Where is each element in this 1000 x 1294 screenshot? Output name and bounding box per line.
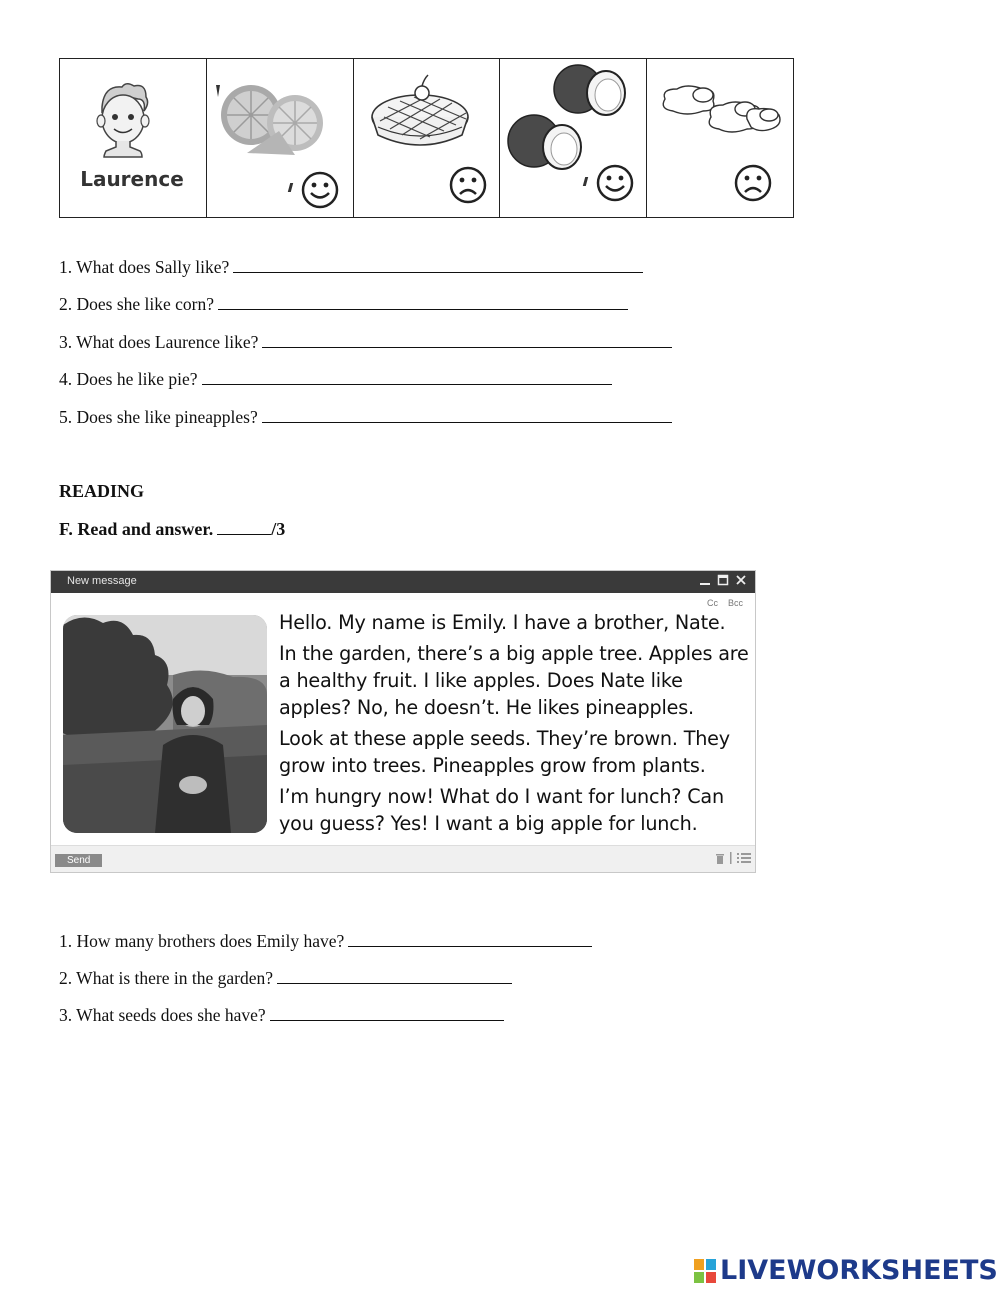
frowny-face-icon — [733, 163, 773, 203]
orchard-photo-icon — [63, 615, 267, 833]
footer-icons — [715, 852, 751, 864]
question-a-1: 1. What does Sally like? — [59, 256, 643, 278]
person-name-label: Laurence — [80, 167, 184, 191]
live-blocks-icon — [694, 1259, 716, 1283]
cell-eggs — [647, 59, 793, 217]
score-blank[interactable] — [217, 519, 271, 535]
close-icon[interactable] — [735, 573, 747, 587]
question-a-2: 2. Does she like corn? — [59, 293, 628, 315]
options-list-icon[interactable] — [737, 852, 751, 864]
answer-blank-a-4[interactable] — [202, 368, 612, 385]
task-title: F. Read and answer. /3 — [59, 519, 286, 539]
logo-text: LIVEWORKSHEETS — [720, 1255, 998, 1286]
email-body — [279, 609, 749, 841]
divider-icon — [730, 852, 732, 864]
boy-icon — [60, 59, 206, 217]
question-b-2: 2. What is there in the garden? — [59, 967, 512, 989]
minimize-icon[interactable] — [699, 573, 711, 587]
answer-blank-a-1[interactable] — [233, 256, 643, 273]
cell-oranges — [207, 59, 354, 217]
answer-blank-a-2[interactable] — [218, 293, 628, 310]
cc-link[interactable]: Cc — [706, 598, 718, 608]
bcc-link[interactable]: Bcc — [727, 598, 743, 608]
answer-blank-b-2[interactable] — [277, 967, 512, 984]
question-b-1: 1. How many brothers does Emily have? — [59, 930, 592, 952]
smiley-face-icon — [300, 170, 340, 210]
send-button[interactable]: Send — [55, 854, 102, 867]
answer-blank-b-1[interactable] — [348, 930, 592, 947]
trash-icon[interactable] — [715, 852, 725, 864]
answer-blank-a-3[interactable] — [262, 331, 672, 348]
section-title: READING — [59, 481, 145, 501]
cell-coconuts — [500, 59, 647, 217]
question-a-4: 4. Does he like pie? — [59, 368, 612, 390]
answer-blank-b-3[interactable] — [270, 1004, 504, 1021]
smiley-face-icon — [595, 163, 635, 203]
window-controls — [699, 573, 747, 587]
email-title-bar — [51, 571, 755, 593]
email-window-title: New message — [67, 575, 137, 587]
email-paragraph-4: I’m hungry now! What do I want for lunch? Can you guess? Yes! I want a big apple for lunch. — [279, 785, 724, 835]
cc-bcc-links — [707, 598, 743, 608]
question-a-3: 3. What does Laurence like? — [59, 331, 672, 353]
question-a-5: 5. Does she like pineapples? — [59, 406, 672, 428]
email-footer — [51, 845, 755, 872]
email-paragraph-1: Hello. My name is Emily. I have a brother, Nate. — [279, 611, 726, 634]
answer-blank-a-5[interactable] — [262, 406, 672, 423]
maximize-icon[interactable] — [717, 573, 729, 587]
email-paragraph-2: In the garden, there’s a big apple tree. Apples are a healthy fruit. I like apples. Does Nate like apples? No, he doesn’t. He likes pineapples. — [279, 642, 749, 719]
question-b-3: 3. What seeds does she have? — [59, 1004, 504, 1026]
email-window — [50, 570, 756, 873]
cell-person — [60, 59, 207, 217]
cell-pie — [354, 59, 501, 217]
email-paragraph-3: Look at these apple seeds. They’re brown. They grow into trees. Pineapples grow from plants. — [279, 727, 730, 777]
picture-table — [59, 58, 794, 218]
girl-in-orchard-photo — [63, 615, 267, 833]
liveworksheets-logo — [694, 1255, 998, 1286]
frowny-face-icon — [448, 165, 488, 205]
